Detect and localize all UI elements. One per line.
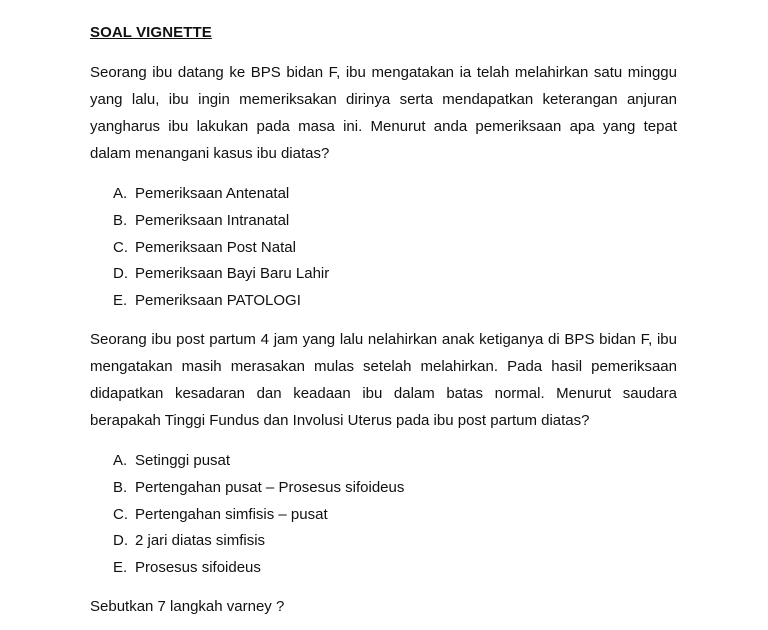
option-item [113,261,329,288]
question-2-options [113,448,404,582]
option-text: Pemeriksaan Bayi Baru Lahir [135,265,330,283]
option-item [113,208,329,235]
option-text: Pemeriksaan PATOLOGI [135,292,301,309]
option-item [113,288,329,315]
option-letter: E. [113,559,128,576]
question-1-text: Seorang ibu datang ke BPS bidan F, ibu mengatakan ia telah melahirkan satu minggu yang lalu, ibu ingin memeriksakan dirinya serta mendapatkan keterangan anjuran yangharus ibu lakukan pada masa ini. Menurut anda pemeriksaan apa yang tepat dalam menangani kasus ibu diatas? [90,64,677,162]
option-letter: D. [113,265,128,283]
option-text: Pemeriksaan Antenatal [135,185,290,202]
option-text: Pertengahan simfisis – pusat [135,505,328,523]
option-text: Setinggi pusat [135,452,231,469]
option-text: Prosesus sifoideus [135,559,261,576]
option-letter: B. [113,478,128,496]
option-item [113,475,404,502]
option-item [113,502,404,529]
option-item [113,555,404,582]
option-letter: C. [113,238,128,256]
option-text: Pemeriksaan Post Natal [135,238,296,256]
option-letter: D. [113,532,128,550]
option-text: 2 jari diatas simfisis [135,532,266,550]
section-title: SOAL VIGNETTE [90,24,212,41]
option-item [113,528,404,555]
option-item [113,181,329,208]
option-item [113,448,404,475]
option-letter: E. [113,292,128,309]
option-letter: B. [113,211,128,229]
option-letter: A. [113,185,128,202]
question-1-options [113,181,329,315]
option-letter: C. [113,505,128,523]
question-2-text: Seorang ibu post partum 4 jam yang lalu nelahirkan anak ketiganya di BPS bidan F, ibu mengatakan masih merasakan mulas setelah melahirkan. Pada hasil pemeriksaan didapatkan kesadaran dan keadaan ibu dalam batas normal. Menurut saudara berapakah Tinggi Fundus dan Involusi Uterus pada ibu post partum diatas? [90,331,677,429]
option-letter: A. [113,452,128,469]
option-text: Pemeriksaan Intranatal [135,211,290,229]
question-3-text: Sebutkan 7 langkah varney ? [90,598,285,615]
option-item [113,235,329,262]
option-text: Pertengahan pusat – Prosesus sifoideus [135,478,405,496]
